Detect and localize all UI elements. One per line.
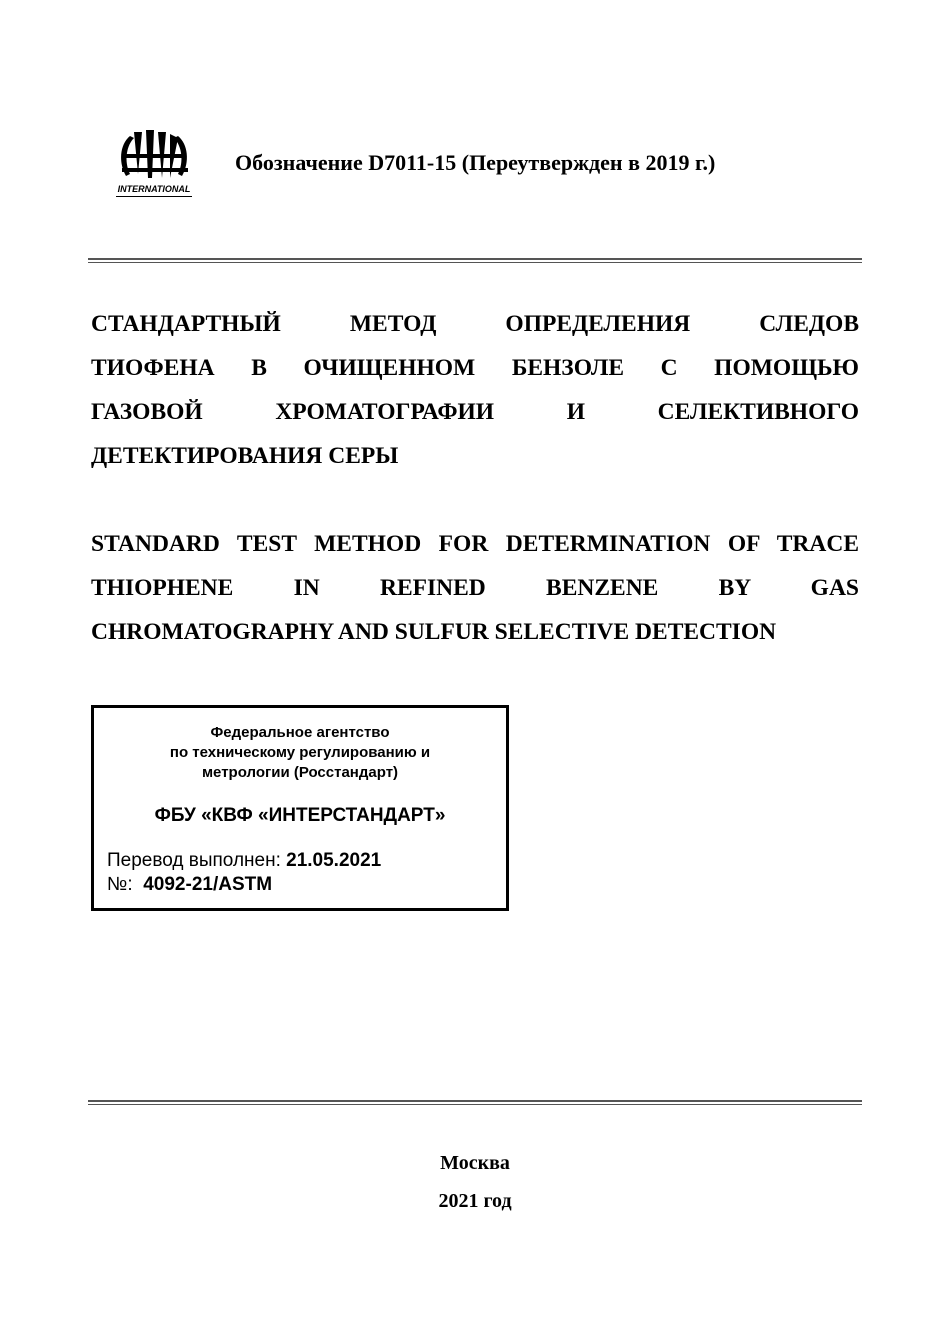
translation-info [107, 849, 381, 897]
title-en-line: STANDARD TEST METHOD FOR DETERMINATION OF TRACE [91, 531, 859, 557]
translation-date: 21.05.2021 [286, 850, 382, 871]
translation-number-suffix: /ASTM [212, 874, 273, 895]
publication-year: 2021 год [438, 1190, 512, 1212]
logo-caption: INTERNATIONAL [117, 184, 191, 194]
document-header [112, 128, 872, 200]
title-english [91, 522, 859, 654]
agency-line: Федеральное агентство [210, 724, 390, 741]
translation-number-row [107, 873, 381, 897]
publication-city: Москва [440, 1152, 510, 1174]
footer-divider [88, 1100, 862, 1105]
title-en-line: THIOPHENE IN REFINED BENZENE BY GAS [91, 575, 859, 601]
header-divider [88, 258, 862, 263]
title-ru-line: ДЕТЕКТИРОВАНИЯ СЕРЫ [91, 443, 399, 469]
title-ru-line: ТИОФЕНА В ОЧИЩЕННОМ БЕНЗОЛЕ С ПОМОЩЬЮ [91, 355, 859, 381]
agency-name [94, 723, 506, 783]
organization-name: ФБУ «КВФ «ИНТЕРСТАНДАРТ» [154, 805, 446, 826]
astm-logo [112, 128, 196, 200]
title-ru-line: СТАНДАРТНЫЙ МЕТОД ОПРЕДЕЛЕНИЯ СЛЕДОВ [91, 311, 859, 337]
translation-number-label: №: [107, 874, 133, 895]
translation-date-label: Перевод выполнен: [107, 850, 281, 871]
agency-line: по техническому регулированию и [169, 744, 431, 761]
title-ru-line: ГАЗОВОЙ ХРОМАТОГРАФИИ И СЕЛЕКТИВНОГО [91, 399, 859, 425]
title-russian [91, 302, 859, 478]
translation-date-row [107, 849, 381, 873]
document-designation: Обозначение D7011-15 (Переутвержден в 2019 г.) [235, 150, 716, 175]
title-en-line: CHROMATOGRAPHY AND SULFUR SELECTIVE DETECTION [91, 619, 777, 645]
translation-stamp [91, 705, 509, 911]
agency-line: метрологии (Росстандарт) [201, 764, 399, 781]
translation-number: 4092-21 [143, 874, 213, 895]
